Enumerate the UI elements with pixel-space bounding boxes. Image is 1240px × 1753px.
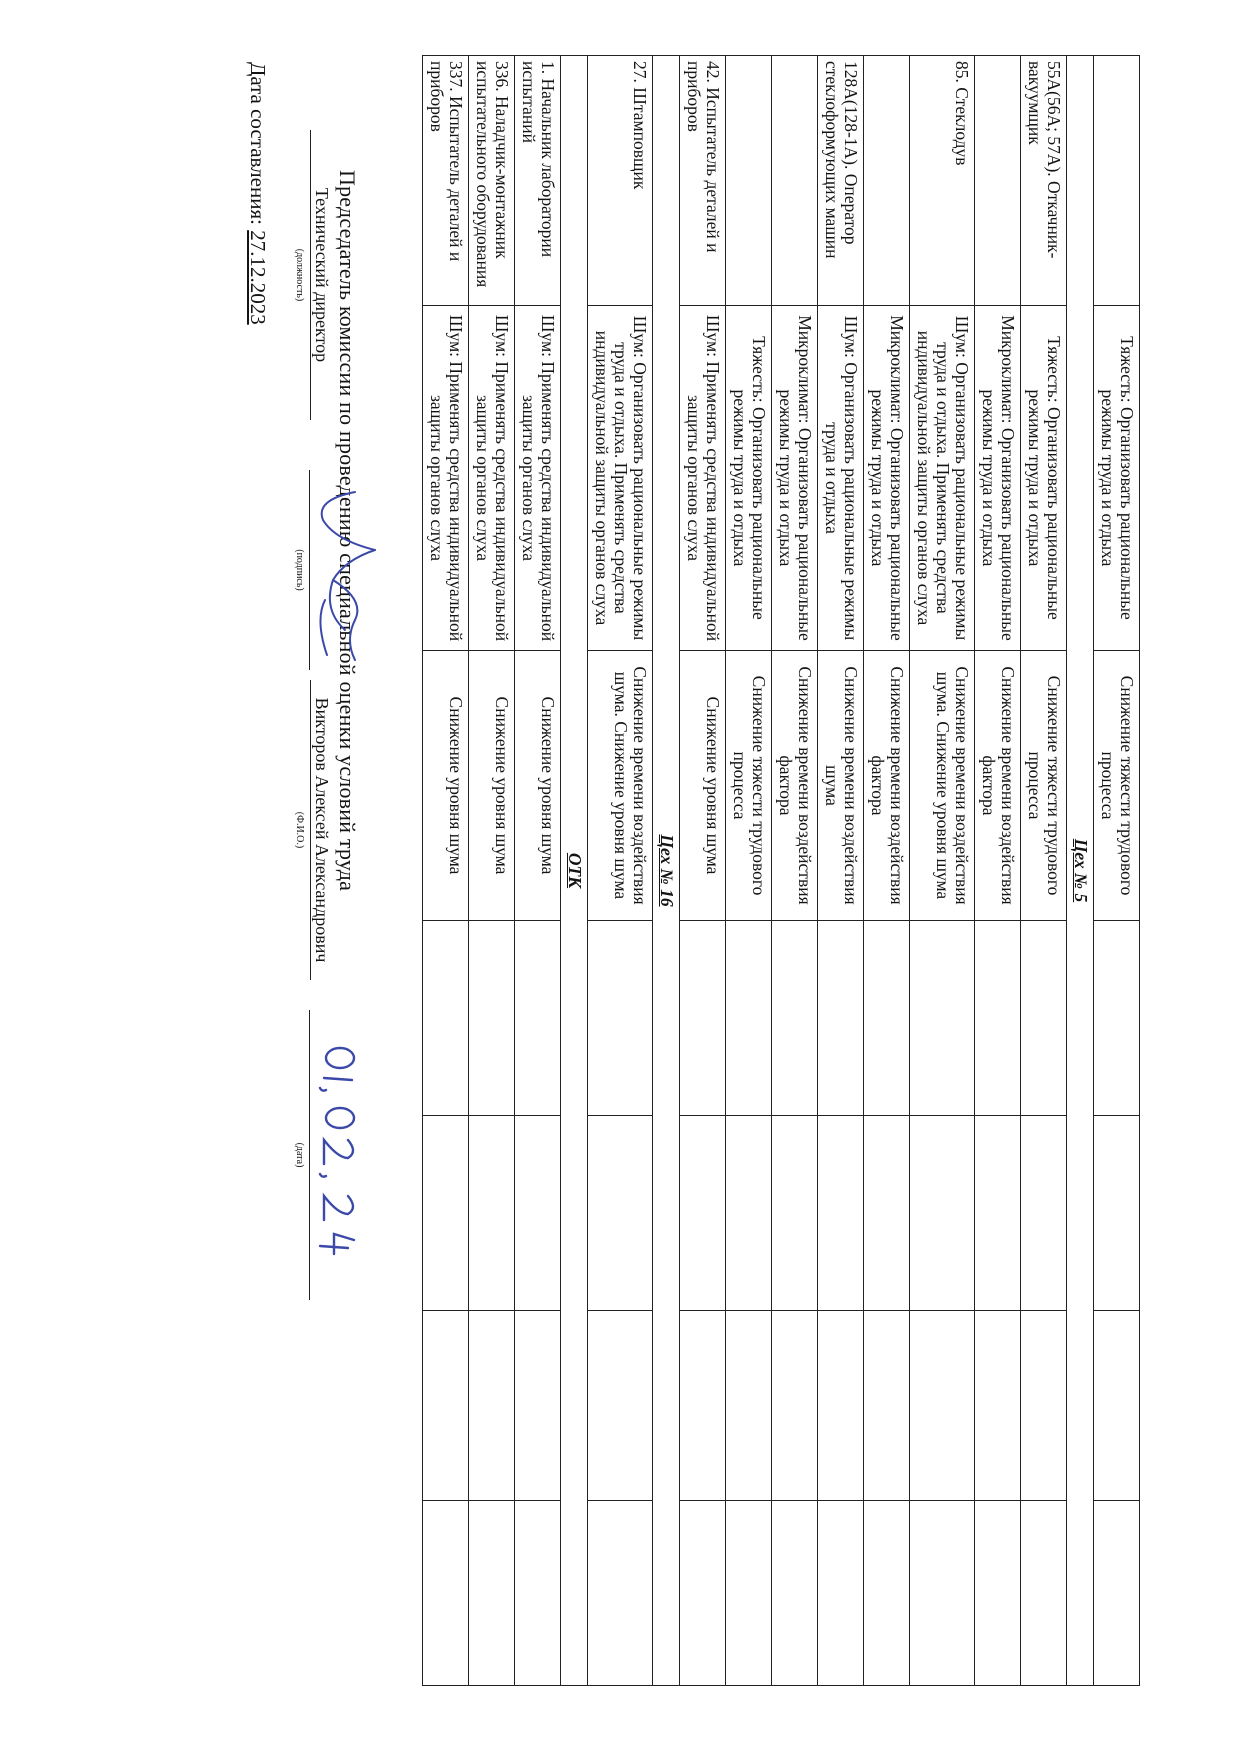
measure-cell: Тяжесть: Организовать рациональные режимы труда и отдыха <box>726 306 772 651</box>
empty-cell <box>975 921 1021 1116</box>
position-cell <box>772 56 818 306</box>
empty-cell <box>469 921 515 1116</box>
table-row <box>1021 56 1067 1686</box>
table-row <box>864 56 910 1686</box>
compiled-date-line <box>245 62 270 325</box>
empty-cell <box>910 921 975 1116</box>
caption-date: (дата) <box>294 1142 305 1168</box>
empty-cell <box>680 1501 726 1686</box>
empty-cell <box>588 1311 653 1501</box>
empty-cell <box>588 921 653 1116</box>
position-cell: 42. Испытатель деталей и приборов <box>680 56 726 306</box>
empty-cell <box>515 1116 561 1311</box>
empty-cell <box>910 1501 975 1686</box>
goal-cell: Снижение времени воздействия шума. Снижение уровня шума <box>588 651 653 921</box>
empty-cell <box>726 1311 772 1501</box>
empty-cell <box>469 1501 515 1686</box>
measures-table <box>422 55 1140 1686</box>
measure-cell: Шум: Организовать рациональные режимы труда и отдыха. Применять средства индивидуальной защиты органов слуха <box>910 306 975 651</box>
position-cell <box>864 56 910 306</box>
measure-cell: Микроклимат: Организовать рациональные режимы труда и отдыха <box>975 306 1021 651</box>
empty-cell <box>680 921 726 1116</box>
empty-cell <box>726 921 772 1116</box>
empty-cell <box>864 921 910 1116</box>
empty-cell <box>680 1116 726 1311</box>
position-cell: 128А(128-1А). Оператор стеклоформующих машин <box>818 56 864 306</box>
empty-cell <box>588 1116 653 1311</box>
empty-cell <box>864 1501 910 1686</box>
empty-cell <box>423 1501 469 1686</box>
empty-cell <box>1094 1501 1140 1686</box>
position-cell <box>726 56 772 306</box>
goal-cell: Снижение времени воздействия шума <box>818 651 864 921</box>
table-row <box>515 56 561 1686</box>
empty-cell <box>1021 1501 1067 1686</box>
section-row <box>1067 56 1094 1686</box>
empty-cell <box>1021 1311 1067 1501</box>
empty-cell <box>818 1311 864 1501</box>
table-row <box>910 56 975 1686</box>
caption-position: (должность) <box>294 248 305 302</box>
table-row <box>772 56 818 1686</box>
table-row <box>726 56 772 1686</box>
measure-cell: Тяжесть: Организовать рациональные режимы труда и отдыха <box>1021 306 1067 651</box>
compiled-date-value: 27.12.2023 <box>246 230 270 325</box>
empty-cell <box>910 1116 975 1311</box>
position-cell: 55А(56А; 57А). Откачник-вакуумщик <box>1021 56 1067 306</box>
empty-cell <box>975 1501 1021 1686</box>
empty-cell <box>772 1501 818 1686</box>
empty-cell <box>772 1116 818 1311</box>
measure-cell: Шум: Применять средства индивидуальной защиты органов слуха <box>680 306 726 651</box>
position-cell: 27. Штамповщик <box>588 56 653 306</box>
section-title: Цех № 5 <box>1067 56 1094 1686</box>
goal-cell: Снижение тяжести трудового процесса <box>726 651 772 921</box>
handwritten-signature <box>305 480 385 680</box>
empty-cell <box>772 921 818 1116</box>
empty-cell <box>818 1116 864 1311</box>
section-title: ОТК <box>561 56 588 1686</box>
goal-cell: Снижение уровня шума <box>423 651 469 921</box>
compiled-date-label: Дата составления: <box>246 62 270 225</box>
section-title: Цех № 16 <box>653 56 680 1686</box>
measure-cell: Шум: Применять средства индивидуальной защиты органов слуха <box>469 306 515 651</box>
caption-name: (Ф.И.О.) <box>294 811 305 849</box>
position-cell <box>1094 56 1140 306</box>
measure-cell: Шум: Применять средства индивидуальной защиты органов слуха <box>515 306 561 651</box>
empty-cell <box>975 1311 1021 1501</box>
commission-title: Председатель комиссии по проведению специальной оценки условий труда <box>335 170 360 892</box>
empty-cell <box>1021 1116 1067 1311</box>
goal-cell: Снижение уровня шума <box>469 651 515 921</box>
table-row <box>975 56 1021 1686</box>
position-cell: 337. Испытатель деталей и приборов <box>423 56 469 306</box>
empty-cell <box>423 921 469 1116</box>
empty-cell <box>726 1116 772 1311</box>
goal-cell: Снижение времени воздействия фактора <box>975 651 1021 921</box>
empty-cell <box>1094 921 1140 1116</box>
empty-cell <box>469 1116 515 1311</box>
measure-cell: Шум: Применять средства индивидуальной защиты органов слуха <box>423 306 469 651</box>
empty-cell <box>515 1501 561 1686</box>
empty-cell <box>1021 921 1067 1116</box>
signatory-name: Викторов Алексей Александрович <box>310 680 332 980</box>
measure-cell: Тяжесть: Организовать рациональные режимы труда и отдыха <box>1094 306 1140 651</box>
table-row <box>1094 56 1140 1686</box>
empty-cell <box>910 1311 975 1501</box>
empty-cell <box>726 1501 772 1686</box>
measure-cell: Шум: Организовать рациональные режимы труда и отдыха. Применять средства индивидуальной защиты органов слуха <box>588 306 653 651</box>
empty-cell <box>680 1311 726 1501</box>
section-row <box>653 56 680 1686</box>
goal-cell: Снижение времени воздействия фактора <box>772 651 818 921</box>
empty-cell <box>864 1311 910 1501</box>
empty-cell <box>423 1116 469 1311</box>
empty-cell <box>975 1116 1021 1311</box>
empty-cell <box>864 1116 910 1311</box>
table-row <box>680 56 726 1686</box>
position-cell: 85. Стеклодув <box>910 56 975 306</box>
measure-cell: Микроклимат: Организовать рациональные режимы труда и отдыха <box>864 306 910 651</box>
goal-cell: Снижение тяжести трудового процесса <box>1021 651 1067 921</box>
measure-cell: Микроклимат: Организовать рациональные режимы труда и отдыха <box>772 306 818 651</box>
caption-signature: (подпись) <box>294 549 305 591</box>
measure-cell: Шум: Организовать рациональные режимы труда и отдыха <box>818 306 864 651</box>
goal-cell: Снижение времени воздействия фактора <box>864 651 910 921</box>
table-row <box>469 56 515 1686</box>
empty-cell <box>818 1501 864 1686</box>
empty-cell <box>818 921 864 1116</box>
signatory-position: Технический директор <box>310 130 332 420</box>
measures-table-body <box>423 56 1140 1686</box>
table-row <box>423 56 469 1686</box>
empty-cell <box>772 1311 818 1501</box>
empty-cell <box>588 1501 653 1686</box>
position-cell <box>975 56 1021 306</box>
position-cell: 336. Наладчик-монтажник испытательного оборудования <box>469 56 515 306</box>
empty-cell <box>423 1311 469 1501</box>
empty-cell <box>515 1311 561 1501</box>
position-cell: 1. Начальник лаборатории испытаний <box>515 56 561 306</box>
empty-cell <box>1094 1311 1140 1501</box>
goal-cell: Снижение уровня шума <box>680 651 726 921</box>
section-row <box>561 56 588 1686</box>
goal-cell: Снижение времени воздействия шума. Снижение уровня шума <box>910 651 975 921</box>
empty-cell <box>469 1311 515 1501</box>
table-row <box>588 56 653 1686</box>
goal-cell: Снижение тяжести трудового процесса <box>1094 651 1140 921</box>
table-row <box>818 56 864 1686</box>
handwritten-date <box>318 1040 362 1280</box>
goal-cell: Снижение уровня шума <box>515 651 561 921</box>
empty-cell <box>515 921 561 1116</box>
empty-cell <box>1094 1116 1140 1311</box>
